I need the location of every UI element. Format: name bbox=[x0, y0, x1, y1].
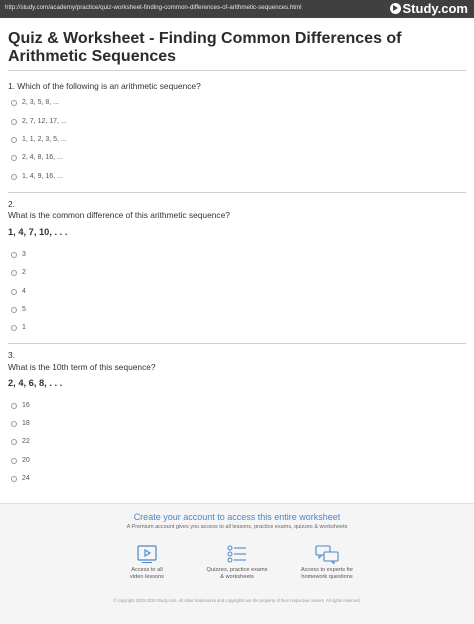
divider bbox=[8, 343, 466, 344]
question-3-option-5[interactable]: 24 bbox=[11, 475, 30, 482]
radio-icon[interactable] bbox=[11, 252, 17, 258]
feature-label: Access to experts for homework questions bbox=[300, 567, 354, 580]
question-3-option-3[interactable]: 22 bbox=[11, 438, 30, 445]
radio-icon[interactable] bbox=[11, 476, 17, 482]
divider bbox=[8, 70, 466, 71]
radio-icon[interactable] bbox=[11, 403, 17, 409]
feature-video-lessons bbox=[107, 544, 187, 581]
radio-icon[interactable] bbox=[11, 174, 17, 180]
question-1-option-5[interactable]: 1, 4, 9, 16, ... bbox=[11, 173, 63, 180]
play-logo-icon bbox=[390, 3, 401, 14]
question-2-option-4[interactable]: 5 bbox=[11, 306, 26, 313]
question-1-option-2[interactable]: 2, 7, 12, 17, ... bbox=[11, 118, 67, 125]
checklist-icon bbox=[226, 544, 248, 564]
logo-text: Study.com bbox=[402, 1, 468, 16]
question-3-sequence: 2, 4, 6, 8, . . . bbox=[8, 378, 63, 388]
question-3-option-1[interactable]: 16 bbox=[11, 402, 30, 409]
question-1-option-4[interactable]: 2, 4, 8, 16, ... bbox=[11, 154, 63, 161]
radio-icon[interactable] bbox=[11, 439, 17, 445]
question-1-option-1[interactable]: 2, 3, 5, 8, ... bbox=[11, 99, 59, 106]
question-2-number: 2. bbox=[8, 199, 15, 209]
question-3-option-2[interactable]: 18 bbox=[11, 420, 30, 427]
question-2-option-5[interactable]: 1 bbox=[11, 324, 26, 331]
question-3-number: 3. bbox=[8, 350, 15, 360]
radio-icon[interactable] bbox=[11, 137, 17, 143]
question-2-prompt: What is the common difference of this arithmetic sequence? bbox=[8, 210, 230, 220]
question-2-option-3[interactable]: 4 bbox=[11, 288, 26, 295]
top-bar bbox=[0, 0, 474, 18]
question-2-option-1[interactable]: 3 bbox=[11, 251, 26, 258]
question-1-option-3[interactable]: 1, 1, 2, 3, 5, ... bbox=[11, 136, 67, 143]
feature-experts bbox=[287, 544, 367, 581]
question-2-option-2[interactable]: 2 bbox=[11, 269, 26, 276]
radio-icon[interactable] bbox=[11, 155, 17, 161]
feature-quizzes bbox=[197, 544, 277, 581]
radio-icon[interactable] bbox=[11, 100, 17, 106]
premium-description: A Premium account gives you access to all lessons, practice exams, quizzes & worksheets bbox=[126, 524, 348, 530]
page-url: http://study.com/academy/practice/quiz-worksheet-finding-common-differences-of-arithmetic-sequences.html bbox=[5, 4, 302, 11]
question-3-prompt: What is the 10th term of this sequence? bbox=[8, 362, 156, 372]
feature-label: Access to all video lessons bbox=[130, 567, 164, 580]
question-2-sequence: 1, 4, 7, 10, . . . bbox=[8, 227, 68, 237]
radio-icon[interactable] bbox=[11, 270, 17, 276]
copyright-text: © copyright 2003-2020 Study.com. All other trademarks and copyrights are the property of their respective owners. All rights reserved. bbox=[113, 598, 361, 603]
page-title: Quiz & Worksheet - Finding Common Differences of Arithmetic Sequences bbox=[8, 30, 402, 65]
radio-icon[interactable] bbox=[11, 119, 17, 125]
premium-footer bbox=[0, 503, 474, 624]
video-icon bbox=[136, 544, 158, 564]
radio-icon[interactable] bbox=[11, 458, 17, 464]
chat-icon bbox=[315, 544, 339, 564]
radio-icon[interactable] bbox=[11, 421, 17, 427]
feature-label: Quizzes, practice exams & worksheets bbox=[206, 567, 268, 580]
study-logo[interactable] bbox=[390, 1, 469, 16]
divider bbox=[8, 192, 466, 193]
create-account-link[interactable]: Create your account to access this entire worksheet bbox=[133, 512, 341, 522]
radio-icon[interactable] bbox=[11, 289, 17, 295]
radio-icon[interactable] bbox=[11, 307, 17, 313]
question-1-prompt: 1. Which of the following is an arithmetic sequence? bbox=[8, 81, 201, 91]
question-3-option-4[interactable]: 20 bbox=[11, 457, 30, 464]
radio-icon[interactable] bbox=[11, 325, 17, 331]
